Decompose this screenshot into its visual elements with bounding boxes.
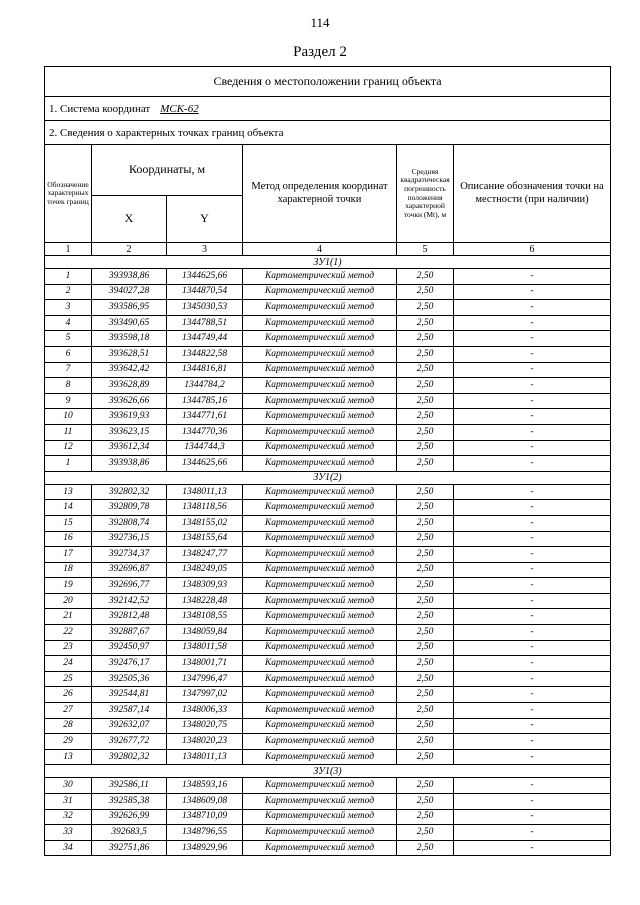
method-cell: Картометрический метод xyxy=(243,346,397,362)
column-number: 3 xyxy=(167,243,243,256)
table-row xyxy=(45,456,611,472)
method-cell: Картометрический метод xyxy=(243,393,397,409)
description-cell: - xyxy=(454,531,611,547)
table-row xyxy=(45,484,611,500)
point-number: 23 xyxy=(45,640,92,656)
description-cell: - xyxy=(454,687,611,703)
error-cell: 2,50 xyxy=(397,424,454,440)
description-cell: - xyxy=(454,484,611,500)
table-row xyxy=(45,284,611,300)
method-cell: Картометрический метод xyxy=(243,794,397,810)
description-cell: - xyxy=(454,840,611,856)
y-coordinate: 1347997,02 xyxy=(167,687,243,703)
x-coordinate: 392683,5 xyxy=(92,825,167,841)
x-coordinate: 392808,74 xyxy=(92,515,167,531)
method-cell: Картометрический метод xyxy=(243,625,397,641)
point-number: 8 xyxy=(45,378,92,394)
y-coordinate: 1348609,08 xyxy=(167,794,243,810)
y-coordinate: 1344744,3 xyxy=(167,440,243,456)
description-cell: - xyxy=(454,456,611,472)
x-coordinate: 392809,78 xyxy=(92,500,167,516)
y-coordinate: 1348309,93 xyxy=(167,578,243,594)
description-cell: - xyxy=(454,409,611,425)
description-cell: - xyxy=(454,794,611,810)
column-number: 5 xyxy=(397,243,454,256)
x-coordinate: 392751,86 xyxy=(92,840,167,856)
x-coordinate: 392736,15 xyxy=(92,531,167,547)
error-cell: 2,50 xyxy=(397,484,454,500)
x-coordinate: 393938,86 xyxy=(92,269,167,285)
column-number: 2 xyxy=(92,243,167,256)
method-cell: Картометрический метод xyxy=(243,284,397,300)
description-cell: - xyxy=(454,269,611,285)
method-cell: Картометрический метод xyxy=(243,840,397,856)
point-number: 34 xyxy=(45,840,92,856)
method-cell: Картометрический метод xyxy=(243,562,397,578)
x-coordinate: 392142,52 xyxy=(92,593,167,609)
error-cell: 2,50 xyxy=(397,500,454,516)
point-number: 30 xyxy=(45,778,92,794)
y-coordinate: 1348710,09 xyxy=(167,809,243,825)
description-cell: - xyxy=(454,562,611,578)
description-cell: - xyxy=(454,609,611,625)
method-cell: Картометрический метод xyxy=(243,500,397,516)
section-title: Раздел 2 xyxy=(293,44,347,60)
y-coordinate: 1345030,53 xyxy=(167,300,243,316)
y-coordinate: 1344784,2 xyxy=(167,378,243,394)
error-cell: 2,50 xyxy=(397,778,454,794)
method-cell: Картометрический метод xyxy=(243,734,397,750)
error-cell: 2,50 xyxy=(397,593,454,609)
description-cell: - xyxy=(454,825,611,841)
point-number: 16 xyxy=(45,531,92,547)
x-coordinate: 393628,51 xyxy=(92,346,167,362)
table-row xyxy=(45,440,611,456)
table-row xyxy=(45,346,611,362)
x-coordinate: 394027,28 xyxy=(92,284,167,300)
y-coordinate: 1348020,23 xyxy=(167,734,243,750)
error-cell: 2,50 xyxy=(397,562,454,578)
y-coordinate: 1344771,61 xyxy=(167,409,243,425)
y-coordinate: 1348155,02 xyxy=(167,515,243,531)
x-coordinate: 392626,99 xyxy=(92,809,167,825)
y-coordinate: 1348228,48 xyxy=(167,593,243,609)
table-row xyxy=(45,703,611,719)
table-row xyxy=(45,794,611,810)
y-coordinate: 1348249,05 xyxy=(167,562,243,578)
description-cell: - xyxy=(454,362,611,378)
x-coordinate: 392586,11 xyxy=(92,778,167,794)
error-cell: 2,50 xyxy=(397,809,454,825)
x-coordinate: 392734,37 xyxy=(92,547,167,563)
method-cell: Картометрический метод xyxy=(243,547,397,563)
point-number: 5 xyxy=(45,331,92,347)
y-coordinate: 1344788,51 xyxy=(167,315,243,331)
error-cell: 2,50 xyxy=(397,656,454,672)
description-cell: - xyxy=(454,547,611,563)
point-number: 1 xyxy=(45,269,92,285)
header-coordinates: Координаты, м xyxy=(92,145,243,196)
y-coordinate: 1348118,56 xyxy=(167,500,243,516)
y-coordinate: 1347996,47 xyxy=(167,671,243,687)
header-designation: Обозначение характерных точек границ xyxy=(45,145,92,243)
x-coordinate: 393623,15 xyxy=(92,424,167,440)
method-cell: Картометрический метод xyxy=(243,409,397,425)
error-cell: 2,50 xyxy=(397,640,454,656)
method-cell: Картометрический метод xyxy=(243,300,397,316)
y-coordinate: 1348929,96 xyxy=(167,840,243,856)
x-coordinate: 393619,93 xyxy=(92,409,167,425)
error-cell: 2,50 xyxy=(397,284,454,300)
x-coordinate: 392696,77 xyxy=(92,578,167,594)
x-coordinate: 392696,87 xyxy=(92,562,167,578)
table-row xyxy=(45,409,611,425)
point-number: 31 xyxy=(45,794,92,810)
error-cell: 2,50 xyxy=(397,578,454,594)
table-row xyxy=(45,809,611,825)
error-cell: 2,50 xyxy=(397,531,454,547)
point-number: 21 xyxy=(45,609,92,625)
group-name: ЗУ1(1) xyxy=(45,256,611,269)
description-cell: - xyxy=(454,593,611,609)
table-row xyxy=(45,393,611,409)
x-coordinate: 392476,17 xyxy=(92,656,167,672)
point-number: 10 xyxy=(45,409,92,425)
point-number: 2 xyxy=(45,284,92,300)
x-coordinate: 392587,14 xyxy=(92,703,167,719)
error-cell: 2,50 xyxy=(397,269,454,285)
y-coordinate: 1348020,75 xyxy=(167,718,243,734)
error-cell: 2,50 xyxy=(397,346,454,362)
method-cell: Картометрический метод xyxy=(243,656,397,672)
point-number: 3 xyxy=(45,300,92,316)
description-cell: - xyxy=(454,671,611,687)
error-cell: 2,50 xyxy=(397,362,454,378)
description-cell: - xyxy=(454,640,611,656)
x-coordinate: 393938,86 xyxy=(92,456,167,472)
error-cell: 2,50 xyxy=(397,687,454,703)
method-cell: Картометрический метод xyxy=(243,718,397,734)
method-cell: Картометрический метод xyxy=(243,362,397,378)
error-cell: 2,50 xyxy=(397,671,454,687)
error-cell: 2,50 xyxy=(397,331,454,347)
x-coordinate: 392802,32 xyxy=(92,749,167,765)
point-number: 25 xyxy=(45,671,92,687)
table-row xyxy=(45,671,611,687)
table-row xyxy=(45,718,611,734)
description-cell: - xyxy=(454,378,611,394)
point-number: 22 xyxy=(45,625,92,641)
description-cell: - xyxy=(454,578,611,594)
table-row xyxy=(45,531,611,547)
group-name: ЗУ1(2) xyxy=(45,471,611,484)
x-coordinate: 393490,65 xyxy=(92,315,167,331)
error-cell: 2,50 xyxy=(397,749,454,765)
y-coordinate: 1344770,36 xyxy=(167,424,243,440)
method-cell: Картометрический метод xyxy=(243,687,397,703)
description-cell: - xyxy=(454,393,611,409)
point-number: 28 xyxy=(45,718,92,734)
method-cell: Картометрический метод xyxy=(243,703,397,719)
table-row xyxy=(45,578,611,594)
table-row xyxy=(45,687,611,703)
error-cell: 2,50 xyxy=(397,378,454,394)
error-cell: 2,50 xyxy=(397,794,454,810)
description-cell: - xyxy=(454,440,611,456)
y-coordinate: 1344822,58 xyxy=(167,346,243,362)
point-number: 11 xyxy=(45,424,92,440)
x-coordinate: 393628,89 xyxy=(92,378,167,394)
error-cell: 2,50 xyxy=(397,315,454,331)
point-number: 6 xyxy=(45,346,92,362)
y-coordinate: 1344625,66 xyxy=(167,456,243,472)
method-cell: Картометрический метод xyxy=(243,331,397,347)
table-row xyxy=(45,424,611,440)
point-number: 17 xyxy=(45,547,92,563)
description-cell: - xyxy=(454,809,611,825)
method-cell: Картометрический метод xyxy=(243,315,397,331)
group-header-row xyxy=(45,765,611,778)
method-cell: Картометрический метод xyxy=(243,515,397,531)
x-coordinate: 392450,97 xyxy=(92,640,167,656)
x-coordinate: 393626,66 xyxy=(92,393,167,409)
table-row xyxy=(45,609,611,625)
method-cell: Картометрический метод xyxy=(243,269,397,285)
x-coordinate: 393598,18 xyxy=(92,331,167,347)
point-number: 26 xyxy=(45,687,92,703)
error-cell: 2,50 xyxy=(397,456,454,472)
error-cell: 2,50 xyxy=(397,718,454,734)
error-cell: 2,50 xyxy=(397,440,454,456)
coordinate-system-line xyxy=(45,97,611,121)
y-coordinate: 1348011,58 xyxy=(167,640,243,656)
table-row xyxy=(45,547,611,563)
method-cell: Картометрический метод xyxy=(243,609,397,625)
table-row xyxy=(45,331,611,347)
method-cell: Картометрический метод xyxy=(243,440,397,456)
method-cell: Картометрический метод xyxy=(243,424,397,440)
point-number: 14 xyxy=(45,500,92,516)
point-number: 12 xyxy=(45,440,92,456)
method-cell: Картометрический метод xyxy=(243,378,397,394)
table-row xyxy=(45,749,611,765)
y-coordinate: 1348247,77 xyxy=(167,547,243,563)
table-row xyxy=(45,500,611,516)
x-coordinate: 393612,34 xyxy=(92,440,167,456)
y-coordinate: 1348108,55 xyxy=(167,609,243,625)
table-row xyxy=(45,840,611,856)
point-number: 13 xyxy=(45,749,92,765)
table-row xyxy=(45,362,611,378)
point-number: 1 xyxy=(45,456,92,472)
method-cell: Картометрический метод xyxy=(243,456,397,472)
table-row xyxy=(45,625,611,641)
point-number: 15 xyxy=(45,515,92,531)
error-cell: 2,50 xyxy=(397,393,454,409)
point-number: 32 xyxy=(45,809,92,825)
description-cell: - xyxy=(454,346,611,362)
error-cell: 2,50 xyxy=(397,840,454,856)
header-method: Метод определения координат характерной точки xyxy=(243,145,397,243)
error-cell: 2,50 xyxy=(397,609,454,625)
x-coordinate: 392544,81 xyxy=(92,687,167,703)
method-cell: Картометрический метод xyxy=(243,578,397,594)
description-cell: - xyxy=(454,778,611,794)
error-cell: 2,50 xyxy=(397,825,454,841)
table-row xyxy=(45,515,611,531)
x-coordinate: 392812,48 xyxy=(92,609,167,625)
description-cell: - xyxy=(454,515,611,531)
points-section-label: 2. Сведения о характерных точках границ объекта xyxy=(45,121,611,145)
y-coordinate: 1344785,16 xyxy=(167,393,243,409)
point-number: 29 xyxy=(45,734,92,750)
table-row xyxy=(45,269,611,285)
error-cell: 2,50 xyxy=(397,734,454,750)
header-x: X xyxy=(92,196,167,243)
error-cell: 2,50 xyxy=(397,703,454,719)
method-cell: Картометрический метод xyxy=(243,749,397,765)
group-header-row xyxy=(45,256,611,269)
x-coordinate: 392677,72 xyxy=(92,734,167,750)
error-cell: 2,50 xyxy=(397,409,454,425)
header-mean-square-error: Средняя квадратическая погрешность положения характерной точки (Mt), м xyxy=(397,145,454,243)
point-number: 18 xyxy=(45,562,92,578)
x-coordinate: 392505,36 xyxy=(92,671,167,687)
y-coordinate: 1348001,71 xyxy=(167,656,243,672)
table-row xyxy=(45,734,611,750)
table-row xyxy=(45,315,611,331)
y-coordinate: 1348059,84 xyxy=(167,625,243,641)
method-cell: Картометрический метод xyxy=(243,640,397,656)
x-coordinate: 392585,38 xyxy=(92,794,167,810)
group-header-row xyxy=(45,471,611,484)
table-row xyxy=(45,656,611,672)
column-number: 1 xyxy=(45,243,92,256)
y-coordinate: 1348155,64 xyxy=(167,531,243,547)
coordinate-system-value: МСК-62 xyxy=(160,102,199,115)
method-cell: Картометрический метод xyxy=(243,809,397,825)
table-row xyxy=(45,593,611,609)
method-cell: Картометрический метод xyxy=(243,484,397,500)
method-cell: Картометрический метод xyxy=(243,593,397,609)
table-row xyxy=(45,378,611,394)
description-cell: - xyxy=(454,284,611,300)
point-number: 33 xyxy=(45,825,92,841)
x-coordinate: 393586,95 xyxy=(92,300,167,316)
y-coordinate: 1348011,13 xyxy=(167,749,243,765)
description-cell: - xyxy=(454,703,611,719)
header-y: Y xyxy=(167,196,243,243)
method-cell: Картометрический метод xyxy=(243,531,397,547)
column-number: 4 xyxy=(243,243,397,256)
table-row xyxy=(45,778,611,794)
error-cell: 2,50 xyxy=(397,625,454,641)
table-row xyxy=(45,300,611,316)
error-cell: 2,50 xyxy=(397,515,454,531)
x-coordinate: 393642,42 xyxy=(92,362,167,378)
table-row xyxy=(45,562,611,578)
y-coordinate: 1344625,66 xyxy=(167,269,243,285)
boundary-points-table xyxy=(44,66,611,856)
description-cell: - xyxy=(454,656,611,672)
point-number: 7 xyxy=(45,362,92,378)
point-number: 27 xyxy=(45,703,92,719)
y-coordinate: 1348006,33 xyxy=(167,703,243,719)
header-description: Описание обозначения точки на местности (при наличии) xyxy=(454,145,611,243)
y-coordinate: 1348796,55 xyxy=(167,825,243,841)
description-cell: - xyxy=(454,625,611,641)
y-coordinate: 1344870,54 xyxy=(167,284,243,300)
y-coordinate: 1348593,16 xyxy=(167,778,243,794)
point-number: 19 xyxy=(45,578,92,594)
point-number: 13 xyxy=(45,484,92,500)
y-coordinate: 1348011,13 xyxy=(167,484,243,500)
point-number: 24 xyxy=(45,656,92,672)
description-cell: - xyxy=(454,424,611,440)
point-number: 9 xyxy=(45,393,92,409)
group-name: ЗУ1(3) xyxy=(45,765,611,778)
description-cell: - xyxy=(454,718,611,734)
description-cell: - xyxy=(454,300,611,316)
description-cell: - xyxy=(454,315,611,331)
column-number: 6 xyxy=(454,243,611,256)
error-cell: 2,50 xyxy=(397,547,454,563)
table-row xyxy=(45,640,611,656)
table-row xyxy=(45,825,611,841)
method-cell: Картометрический метод xyxy=(243,671,397,687)
x-coordinate: 392802,32 xyxy=(92,484,167,500)
y-coordinate: 1344749,44 xyxy=(167,331,243,347)
coordinate-system-label: 1. Система координат xyxy=(49,102,151,115)
description-cell: - xyxy=(454,734,611,750)
method-cell: Картометрический метод xyxy=(243,778,397,794)
description-cell: - xyxy=(454,749,611,765)
description-cell: - xyxy=(454,500,611,516)
method-cell: Картометрический метод xyxy=(243,825,397,841)
point-number: 4 xyxy=(45,315,92,331)
x-coordinate: 392632,07 xyxy=(92,718,167,734)
error-cell: 2,50 xyxy=(397,300,454,316)
y-coordinate: 1344816,81 xyxy=(167,362,243,378)
x-coordinate: 392887,67 xyxy=(92,625,167,641)
page-number: 114 xyxy=(310,15,330,30)
description-cell: - xyxy=(454,331,611,347)
point-number: 20 xyxy=(45,593,92,609)
table-title: Сведения о местоположении границ объекта xyxy=(45,67,611,97)
